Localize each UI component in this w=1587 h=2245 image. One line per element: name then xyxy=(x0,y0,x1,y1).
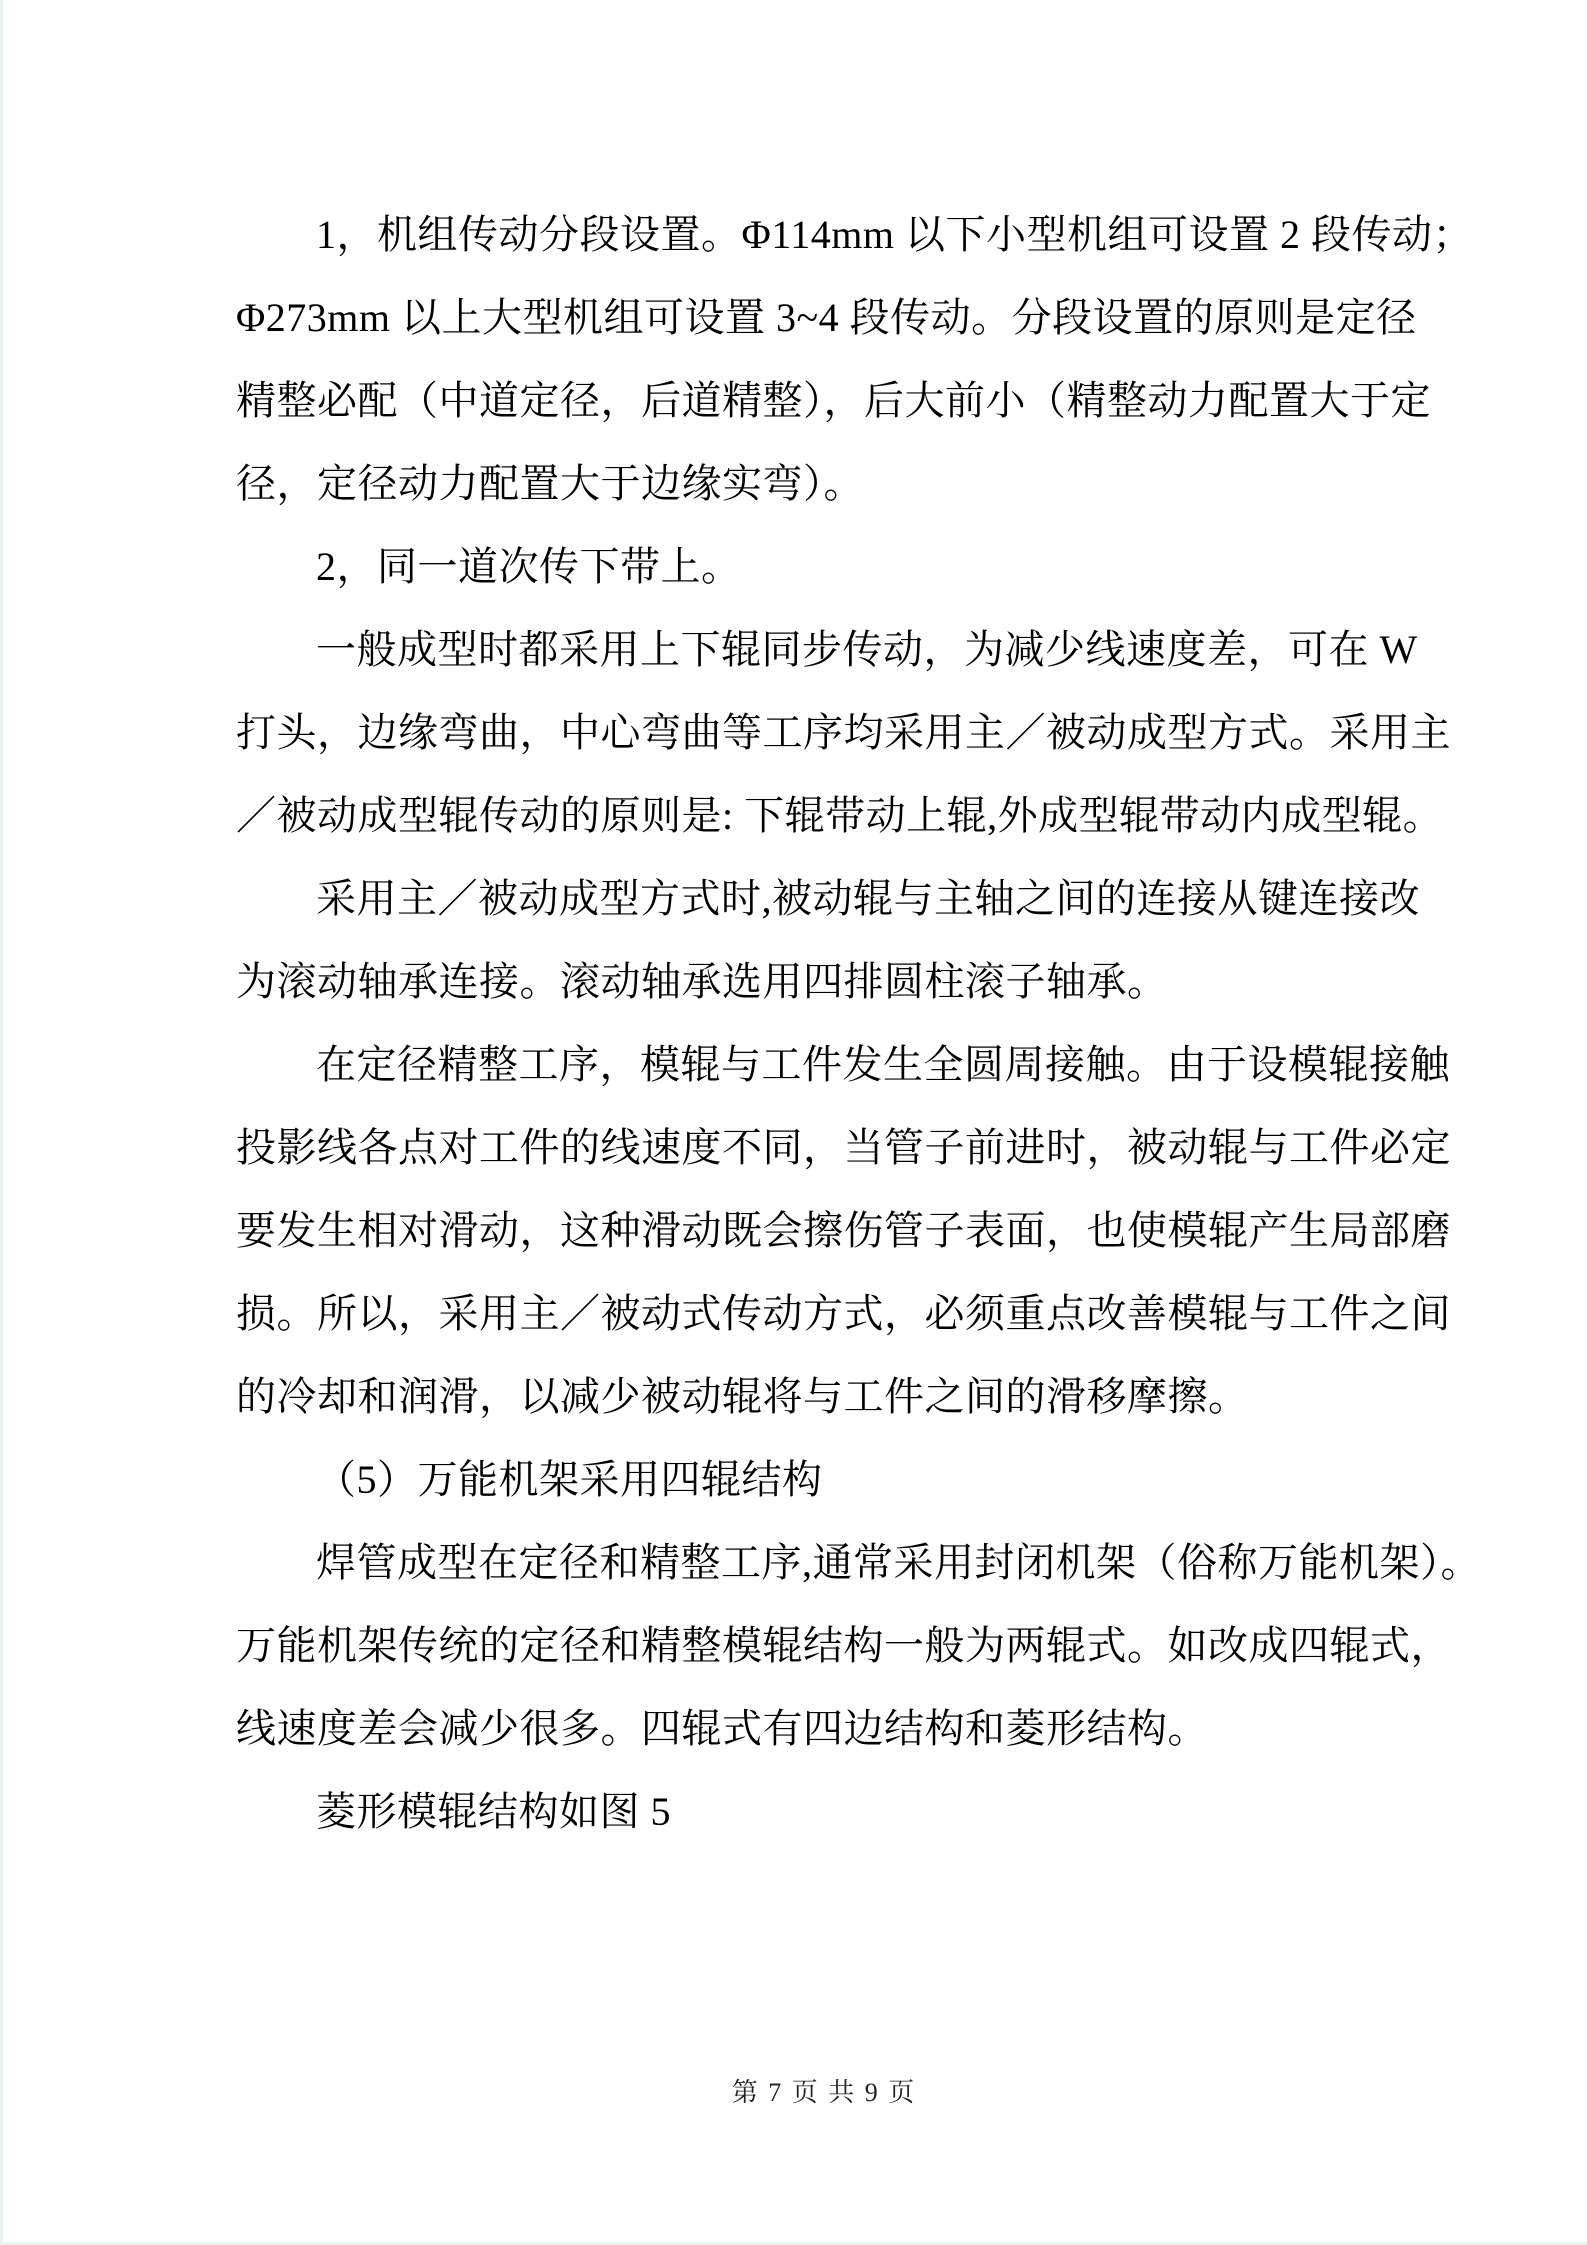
text-line: 损。所以，采用主／被动式传动方式，必须重点改善模辊与工件之间 xyxy=(236,1291,1451,1336)
text-line: 的冷却和润滑，以减少被动辊将与工件之间的滑移摩擦。 xyxy=(236,1374,1249,1419)
text-line: 打头，边缘弯曲，中心弯曲等工序均采用主／被动成型方式。采用主 xyxy=(236,710,1451,755)
text-line: 在定径精整工序，模辊与工件发生全圆周接触。由于设模辊接触 xyxy=(316,1042,1450,1087)
text-line: 投影线各点对工件的线速度不同，当管子前进时，被动辊与工件必定 xyxy=(236,1125,1451,1170)
text-line: 要发生相对滑动，这种滑动既会擦伤管子表面，也使模辊产生局部磨 xyxy=(236,1208,1451,1253)
text-line: 一般成型时都采用上下辊同步传动，为减少线速度差，可在 W xyxy=(316,627,1418,672)
page-footer xyxy=(236,2072,1412,2109)
page-number-label: 第 7 页 共 9 页 xyxy=(731,2078,917,2107)
text-line: 线速度差会减少很多。四辊式有四边结构和菱形结构。 xyxy=(236,1706,1208,1751)
text-line: （5）万能机架采用四辊结构 xyxy=(316,1457,823,1502)
text-line: 万能机架传统的定径和精整模辊结构一般为两辊式。如改成四辊式， xyxy=(236,1623,1451,1668)
text-line: 径，定径动力配置大于边缘实弯）。 xyxy=(236,461,864,506)
text-line: ／被动成型辊传动的原则是: 下辊带动上辊,外成型辊带动内成型辊。 xyxy=(236,793,1444,838)
text-line: 为滚动轴承连接。滚动轴承选用四排圆柱滚子轴承。 xyxy=(236,959,1168,1004)
text-line: 菱形模辊结构如图 5 xyxy=(316,1789,671,1834)
text-line: 采用主／被动成型方式时,被动辊与主轴之间的连接从键连接改 xyxy=(316,876,1420,921)
page-left-edge xyxy=(0,0,3,2245)
text-line: 精整必配（中道定径，后道精整），后大前小（精整动力配置大于定 xyxy=(236,378,1431,423)
text-line: Φ273mm 以上大型机组可设置 3~4 段传动。分段设置的原则是定径 xyxy=(236,295,1417,340)
document-body xyxy=(236,193,1481,1853)
text-line: 1，机组传动分段设置。Φ114mm 以下小型机组可设置 2 段传动； xyxy=(316,212,1473,257)
text-line: 2，同一道次传下带上。 xyxy=(316,544,742,589)
text-line: 焊管成型在定径和精整工序,通常采用封闭机架（俗称万能机架）。 xyxy=(316,1540,1481,1585)
